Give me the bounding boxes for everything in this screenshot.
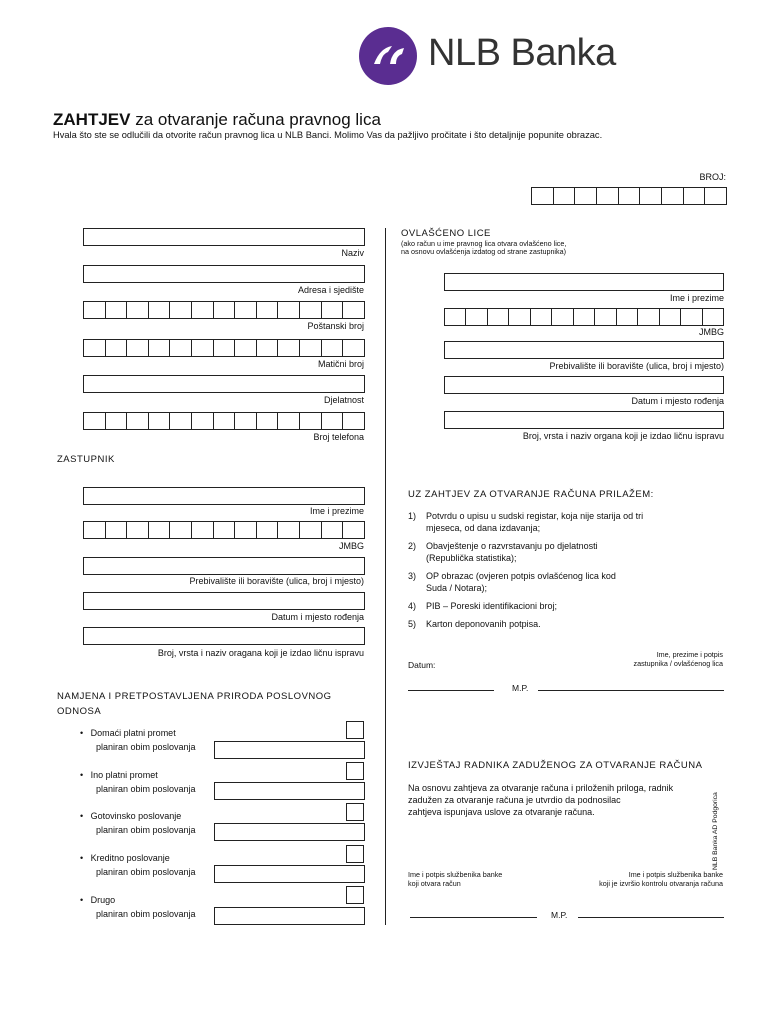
rep-id-input[interactable]: [83, 627, 365, 645]
attachment-num: 4): [408, 601, 417, 611]
purpose-checkbox[interactable]: [346, 886, 364, 904]
side-note: NLB Banka AD Podgorica: [712, 792, 719, 870]
representative-heading: ZASTUPNIK: [57, 454, 115, 465]
authorized-jmbg-label: JMBG: [698, 327, 724, 337]
report-right-2: koji je izvršio kontrolu otvaranja računa: [599, 879, 723, 888]
report-right-1: Ime i potpis službenika banke: [628, 870, 723, 879]
authorized-heading: OVLAŠĆENO LICE: [401, 228, 491, 239]
report-right-caption: [599, 870, 723, 888]
report-right-signature-line[interactable]: [578, 917, 724, 918]
purpose-heading-1: NAMJENA I PRETPOSTAVLJENA PRIRODA POSLOVNOG: [57, 691, 332, 702]
datum-label: Datum:: [408, 660, 436, 670]
signature-caption: [634, 650, 724, 668]
purpose-name: Kreditno poslovanje: [90, 853, 170, 863]
rep-name-input[interactable]: [83, 487, 365, 505]
purpose-item: • Drugo planiran obim poslovanja: [80, 895, 196, 919]
attachment-item: [408, 510, 643, 534]
djelatnost-label: Djelatnost: [323, 395, 364, 405]
report-text: [408, 782, 673, 818]
rep-jmbg-input[interactable]: [83, 521, 365, 539]
purpose-sub: planiran obim poslovanja: [96, 909, 196, 919]
attachment-item: [408, 618, 643, 630]
purpose-volume-input[interactable]: [214, 907, 365, 925]
rep-id-label: Broj, vrsta i naziv oragana koji je izdao ličnu ispravu: [157, 648, 364, 658]
column-divider: [385, 228, 386, 925]
report-heading: IZVJEŠTAJ RADNIKA ZADUŽENOG ZA OTVARANJE RAČUNA: [408, 760, 703, 771]
authorized-note-2: na osnovu ovlašćenja izdatog od strane zastupnika): [401, 247, 567, 256]
brand-name: NLB Banka: [428, 32, 616, 74]
broj-label: BROJ:: [699, 172, 726, 182]
attachments-heading: UZ ZAHTJEV ZA OTVARANJE RAČUNA PRILAŽEM:: [408, 489, 654, 500]
purpose-heading-2: ODNOSA: [57, 706, 102, 717]
nlb-logo-icon: [358, 26, 418, 86]
purpose-name: Ino platni promet: [90, 770, 158, 780]
title-bold: ZAHTJEV: [53, 110, 131, 129]
signature-caption-1: Ime, prezime i potpis: [656, 650, 723, 659]
purpose-checkbox[interactable]: [346, 845, 364, 863]
page-title: [53, 110, 381, 130]
authorized-jmbg-input[interactable]: [444, 308, 724, 326]
purpose-checkbox[interactable]: [346, 803, 364, 821]
telefon-input[interactable]: [83, 412, 365, 430]
mp-label: M.P.: [512, 683, 529, 693]
purpose-volume-input[interactable]: [214, 741, 365, 759]
purpose-name: Drugo: [90, 895, 116, 905]
rep-address-input[interactable]: [83, 557, 365, 575]
purpose-item: • Gotovinsko poslovanje planiran obim poslovanja: [80, 811, 196, 835]
attachment-text: PIB – Poreski identifikacioni broj;: [426, 601, 558, 611]
authorized-address-label: Prebivalište ili boravište (ulica, broj i mjesto): [549, 361, 724, 371]
attachment-text-2: mjeseca, od dana izdavanja;: [426, 523, 541, 533]
authorized-name-input[interactable]: [444, 273, 724, 291]
rep-name-label: Ime i prezime: [309, 506, 364, 516]
report-line-2: zadužen za otvaranje računa je utvrdio da podnosilac: [408, 795, 621, 805]
attachment-text: OP obrazac (ovjeren potpis ovlašćenog lica kod: [426, 571, 616, 581]
report-line-3: zahtjeva ispunjava uslove za otvaranje računa.: [408, 807, 595, 817]
purpose-item: • Domaći platni promet planiran obim poslovanja: [80, 728, 196, 752]
intro-text: Hvala što ste se odlučili da otvorite račun pravnog lica u NLB Banci. Molimo Vas da pažljivo pročitate i što detaljnije popunite obrazac.: [53, 130, 603, 140]
naziv-label: Naziv: [341, 248, 364, 258]
signature-line[interactable]: [538, 690, 724, 691]
report-left-1: Ime i potpis službenika banke: [408, 870, 503, 879]
telefon-label: Broj telefona: [313, 432, 364, 442]
authorized-id-input[interactable]: [444, 411, 724, 429]
rep-jmbg-label: JMBG: [338, 541, 364, 551]
purpose-volume-input[interactable]: [214, 823, 365, 841]
title-rest: za otvaranje računa pravnog lica: [135, 110, 381, 129]
authorized-address-input[interactable]: [444, 341, 724, 359]
authorized-birth-label: Datum i mjesto rođenja: [631, 396, 724, 406]
purpose-volume-input[interactable]: [214, 782, 365, 800]
report-mp-label: M.P.: [551, 910, 568, 920]
purpose-sub: planiran obim poslovanja: [96, 784, 196, 794]
attachment-item: [408, 570, 643, 594]
purpose-sub: planiran obim poslovanja: [96, 867, 196, 877]
maticni-input[interactable]: [83, 339, 365, 357]
authorized-birth-input[interactable]: [444, 376, 724, 394]
report-left-caption: [408, 870, 502, 888]
broj-field[interactable]: [531, 187, 727, 205]
purpose-volume-input[interactable]: [214, 865, 365, 883]
purpose-name: Domaći platni promet: [90, 728, 176, 738]
attachment-text-2: Suda / Notara);: [426, 583, 488, 593]
attachment-item: [408, 540, 643, 564]
report-left-2: koji otvara račun: [408, 879, 461, 888]
report-line-1: Na osnovu zahtjeva za otvaranje računa i priloženih priloga, radnik: [408, 783, 674, 793]
attachment-item: [408, 600, 643, 612]
report-left-signature-line[interactable]: [410, 917, 537, 918]
authorized-note-1: (ako račun u ime pravnog lica otvara ovlašćeno lice,: [401, 239, 567, 248]
attachment-text: Karton deponovanih potpisa.: [426, 619, 541, 629]
purpose-heading: [57, 689, 332, 719]
brand-logo: [358, 26, 418, 91]
attachment-text: Potvrdu o upisu u sudski registar, koja nije starija od tri: [426, 511, 644, 521]
rep-birth-input[interactable]: [83, 592, 365, 610]
djelatnost-input[interactable]: [83, 375, 365, 393]
postanski-label: Poštanski broj: [307, 321, 364, 331]
datum-line[interactable]: [408, 690, 494, 691]
purpose-checkbox[interactable]: [346, 721, 364, 739]
rep-address-label: Prebivalište ili boravište (ulica, broj i mjesto): [189, 576, 364, 586]
postanski-input[interactable]: [83, 301, 365, 319]
attachment-num: 3): [408, 571, 417, 581]
authorized-id-label: Broj, vrsta i naziv organa koji je izdao ličnu ispravu: [522, 431, 724, 441]
naziv-input[interactable]: [83, 228, 365, 246]
purpose-sub: planiran obim poslovanja: [96, 825, 196, 835]
attachments-list: [408, 510, 643, 630]
signature-caption-2: zastupnika / ovlašćenog lica: [633, 659, 723, 668]
attachment-num: 5): [408, 619, 417, 629]
adresa-input[interactable]: [83, 265, 365, 283]
authorized-name-label: Ime i prezime: [669, 293, 724, 303]
attachment-num: 2): [408, 541, 417, 551]
purpose-sub: planiran obim poslovanja: [96, 742, 196, 752]
attachment-num: 1): [408, 511, 417, 521]
adresa-label: Adresa i sjedište: [297, 285, 364, 295]
maticni-label: Matični broj: [317, 359, 364, 369]
purpose-item: • Ino platni promet planiran obim poslovanja: [80, 770, 196, 794]
attachment-text-2: (Republička statistika);: [426, 553, 517, 563]
purpose-checkbox[interactable]: [346, 762, 364, 780]
purpose-name: Gotovinsko poslovanje: [90, 811, 182, 821]
purpose-item: • Kreditno poslovanje planiran obim poslovanja: [80, 853, 196, 877]
rep-birth-label: Datum i mjesto rođenja: [271, 612, 364, 622]
attachment-text: Obavještenje o razvrstavanju po djelatnosti: [426, 541, 598, 551]
